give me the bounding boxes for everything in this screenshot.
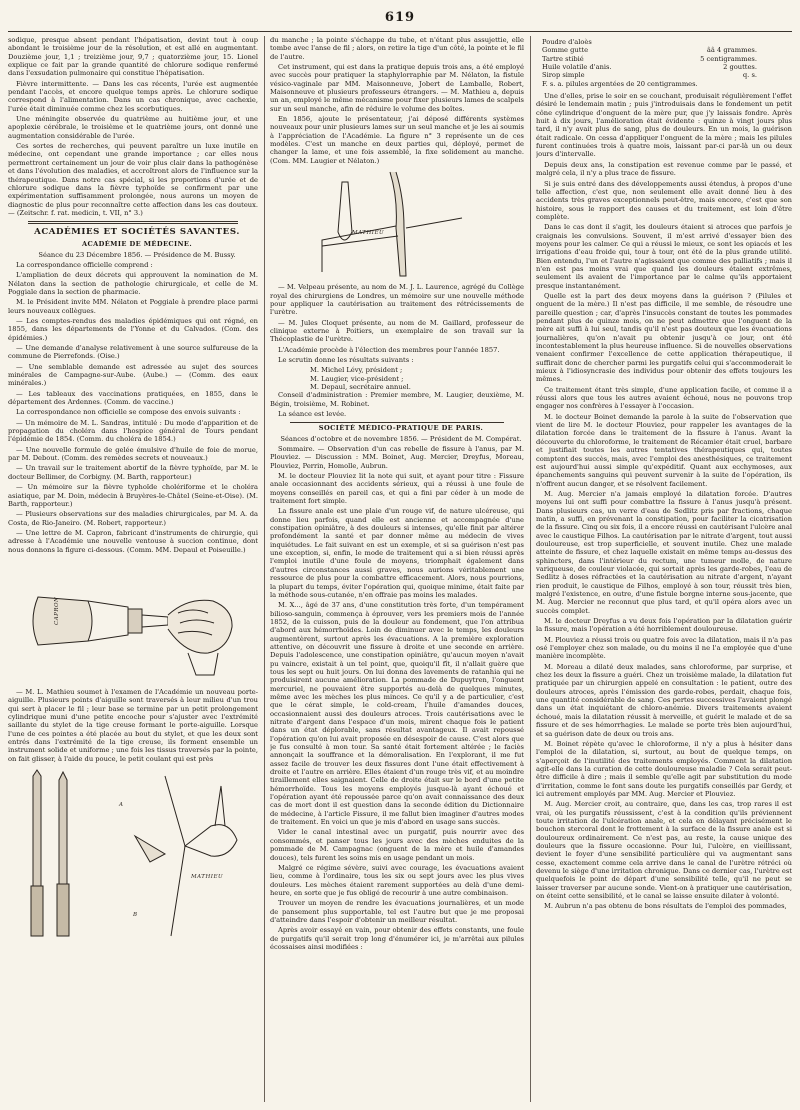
- column-1: [8, 36, 258, 1104]
- paragraph: Fièvre intermittente. — Dans les cas récents, l'urée est augmentée pendant l'accès, et encore quelque temps après. Le chlorure sodique correspond à l'alimentation. Dans un cas chronique, avec cachexie, l'urée était diminuée comme chez les scorbutiques.: [8, 79, 258, 113]
- list-item: — Une nouvelle formule de gelée émulsive d'huile de foie de morue, par M. Debout. (Comm. des remèdes secrets et nouveaux.): [8, 445, 258, 463]
- session-line: Séance du 23 Décembre 1856. — Présidence de M. Bussy.: [38, 250, 236, 259]
- list-item: M. le Président invite MM. Nélaton et Poggiale à prendre place parmi leurs nouveaux collègues.: [8, 298, 258, 315]
- section-rule: [28, 221, 238, 222]
- suction-cup-illustration: [18, 557, 248, 685]
- list-item: — Plusieurs observations sur des maladies chirurgicales, par M. A. da Costa, de Rio-Janeiro. (M. Robert, rapporteur.): [8, 510, 258, 527]
- list-item: — Une semblable demande est adressée au sujet des sources minérales de Campagne-sur-Aube. (Aube.) — (Comm. des eaux minérales.): [8, 362, 258, 388]
- paragraph: M. le docteur Dreyfus a vu deux fois l'opération par la dilatation guérir la fissure, mais l'opération a été horriblement douloureuse.: [536, 617, 792, 634]
- quantity: ââ 4 grammes.: [706, 46, 757, 55]
- paragraph: Conseil d'administration : Premier membre, M. Laugier, deuxième, M. Bégin, troisième, M. Robinet.: [270, 391, 524, 408]
- quantity: q. s.: [742, 71, 757, 80]
- list-item: — Les comptes-rendus des maladies épidémiques qui ont régné, en 1855, dans les départements de l'Yonne et du Calvados. (Com. des épidémies.): [8, 316, 258, 342]
- election-results: [270, 366, 524, 391]
- figure-label: MATHIEU: [352, 230, 385, 237]
- quantity: 2 gouttes.: [723, 63, 757, 72]
- paragraph: M. Aug. Mercier n'a jamais employé la dilatation forcée. D'autres moyens lui ont suffi pour combattre la fissure à l'anus jusqu'à présent. Dans plusieurs cas, un verre d'eau de Sedlitz pris par fractions, chaque matin, a suffi, en prévenant la constipation, pour faciliter la cicatrisation de la fissure. Cinq ou six fois, il a encore réussi en cautérisant l'ulcère anal avec le caustique Filhos. La cautérisation par le nitrate d'argent, tout aussi douloureuse, est trop superficielle, et souvent inutile. Chez une malade atteinte de fissure, et chez laquelle existait en même temps au-dessus des sphincters, dans l'intérieur du rectum, une tumeur molle, de nature variqueuse, de couleur violacée, qui sortait après les garde-robes, l'eau de Sedlitz à doses réfractées et la cautérisation au nitrate d'argent, n'ayant rien produit, le caustique de Filhos, employé à son tour, réussit très bien, malgré l'existence, en outre, d'une fistule borgne interne sous-jacente, que M. Aug. Mercier ne reconnut que plus tard, et qu'il opéra alors avec un succès complet.: [536, 489, 792, 615]
- section-rule: [28, 223, 238, 224]
- paragraph: du manche ; la pointe s'échappe du tube, et n'étant plus assujettie, elle tombe avec l'anse de fil ; alors, on retire la tige d'un côté, la pointe et le fil de l'autre.: [270, 36, 524, 61]
- paragraph: Une méningite observée du quatrième au huitième jour, et une apoplexie cérébrale, le troisième et le quatrième jours, ont donné une augmentation considérable de l'urée.: [8, 115, 258, 140]
- paragraph: — M. Jules Cloquet présente, au nom de M. Gaillard, professeur de clinique externe à Poitiers, un exemplaire de son travail sur la Thécoplastie de l'urètre.: [270, 318, 524, 344]
- figure-letter-a: A: [119, 802, 124, 808]
- ingredient: Tartre stibié: [542, 54, 584, 63]
- prescription-line: [542, 63, 757, 71]
- figure-label: CAPRON: [54, 596, 60, 625]
- paragraph: L'Académie procède à l'élection des membres pour l'année 1857.: [278, 345, 500, 354]
- paragraph: Ces sortes de recherches, qui peuvent paraître un luxe inutile en médecine, ont cependant une grande importance ; car elles nous permettront certainement un jour de voir plus clair dans la pathogénèse et dans l'évolution des maladies, et accroîtront alors de l'influence sur la thérapeutique. Dans notre cas spécial, si les proportions d'urée et de chlorure sodique dans la fièvre typhoïde se confirment par une expérimentation suffisamment prolongée, nous aurons un moyen de diagnostic de plus pour reconnaître cette affection dans les cas douteux. — (Zeitschr. f. rat. medicin, t. VII, n° 3.): [8, 142, 258, 217]
- ingredient: Poudre d'aloès: [542, 38, 592, 46]
- column-3: [536, 36, 792, 1104]
- list-item: — Un mémoire sur la fièvre typhoïde cholériforme et le choléra asiatique, par M. Doin, médecin à Bruyères-le-Châtel (Seine-et-Oise). (M. Barth, rapporteur.): [8, 483, 258, 508]
- list-item: L'ampliation de deux décrets qui approuvent la nomination de M. Nélaton dans la section de pathologie chirurgicale, et celle de M. Poggiale dans la section de pharmacie.: [8, 271, 258, 296]
- paragraph: Dans le cas dont il s'agit, les douleurs étaient si atroces que parfois je craignais les convulsions. Souvent, il m'est arrivé d'essayer bien des moyens pour les calmer. Ce qui a réussi le mieux, ce sont les opiacés et les irrigations d'eau froide qui, tour à tour, ont été de la plus grande utilité. Bien entendu, l'un et l'autre n'agissaient que comme des palliatifs ; mais il n'en est pas moins vrai que quand les douleurs étaient extrêmes, seulement ils avaient de l'importance par le calme qu'ils apportaient presque instantanément.: [536, 223, 792, 290]
- paragraph: Cet instrument, qui est dans la pratique depuis trois ans, a été employé avec succès pour pratiquer la staphylorraphie par M. Nélaton, la fistule vésico-vaginale par MM. Maisonneuve, Jobert de Lamballe, Robert, Maisonneuve et plusieurs professeurs étrangers. — M. Mathieu a, depuis un an, employé le même mécanisme pour fixer plusieurs lames de scalpels sur un seul manche, afin de réduire le volume des boîtes.: [270, 63, 524, 113]
- paragraph: Après avoir essayé en vain, pour obtenir des effets constants, une foule de purgatifs qu'il serait trop long d'énumérer ici, je m'arrêtai aux pilules écossaises ainsi modifiées :: [270, 926, 524, 951]
- society-heading: SOCIÉTÉ MÉDICO-PRATIQUE DE PARIS.: [318, 424, 484, 433]
- list-item: — Un mémoire de M. L. Sandras, intitulé : Du mode d'apparition et de propagation du choléra dans l'hospice général de Tours pendant l'épidémie de 1854. (Comm. du choléra de 1854.): [8, 418, 258, 444]
- paragraph: En 1856, ajoute le présentateur, j'ai déposé différents systèmes nouveaux pour unir plusieurs lames sur un seul manche et je les ai soumis à l'appréciation de l'Académie. La figure n° 3 représente un de ces modèles. C'est un manche en deux parties qui, déployé, permet de changer la lame, et une fois assemblé, la fixe solidement au manche. (Com. MM. Laugier et Nélaton.): [270, 115, 524, 165]
- paragraph: sodique, presque absent pendant l'hépatisation, devint tout à coup abondant le troisième jour de la résolution, et est allé en augmentant. Douzième jour, 1,1 ; treizième jour, 9,7 ; quatorzième jour, 15. Lionel explique ce fait par la grande quantité de chlorure sodique renfermé dans l'exsudation pulmonaire qui constitue l'hépatisation.: [8, 36, 258, 78]
- prescription-note: F. s. a. pilules argentées de 20 centigrammes.: [542, 79, 698, 88]
- paragraph: Ce traitement étant très simple, d'une application facile, et comme il a réussi alors que tous les autres avaient échoué, nous ne pouvons trop engager nos confrères à l'essayer à l'occasion.: [536, 385, 792, 411]
- prescription-line: [542, 71, 757, 79]
- section-title: ACADÉMIES ET SOCIÉTÉS SAVANTES.: [34, 227, 240, 238]
- paragraph: Le scrutin donne les résultats suivants :: [278, 355, 414, 364]
- list-item: — Une demande d'analyse relativement à une source sulfureuse de la commune de Pierrefonds. (Oise.): [8, 344, 258, 361]
- ingredient: Sirop simple: [542, 71, 585, 80]
- sommaire: Sommaire. — Observation d'un cas rebelle de fissure à l'anus, par M. Plouviez. — Discussion : MM. Boinet, Aug. Mercier, Dreyfus, Moreau, Plouviez, Perrin, Homolle, Aubrun.: [270, 445, 524, 470]
- paragraph: — M. L. Mathieu soumet à l'examen de l'Académie un nouveau porte-aiguille. Plusieurs points d'aiguille sont traversés à leur milieu d'un trou qui sert à placer le fil ; leur base se termine par un petit prolongement cylindrique muni d'une petite encoche pour s'ajuster avec l'extrémité saillante du stylet de la tige creuse formant le porte-aiguille. Lorsque l'une de ces pointes a été placée au bout du stylet, et que les deux sont entrés dans l'extrémité de la tige creuse, ils forment ensemble un instrument solide et uniforme ; une fois les tissus traversés par la pointe, on fait glisser, à l'aide du pouce, le petit coulant qui est près: [8, 687, 258, 763]
- paragraph: M. le docteur Boinet demande la parole à la suite de l'observation que vient de lire M. le docteur Plouviez, pour rappeler les avantages de la dilatation forcée dans le traitement de la fissure à l'anus. Avant la découverte du chloroforme, le traitement de Récamier était cruel, barbare et justifiait toutes les autres tentatives thérapeutiques qui, toutes comptent des succès, mais, avec l'emploi des anesthésiques, ce traitement est aujourd'hui aussi simple qu'expéditif. Quant aux ecchymoses, aux épanchements sanguins qui peuvent survenir à la suite de l'opération, ils n'offrent aucun danger, et se résolvent facilement.: [536, 412, 792, 488]
- paragraph: M. Aubrun n'a pas obtenu de bons résultats de l'emploi des pommades,: [544, 902, 787, 911]
- paragraph: La correspondance officielle comprend :: [16, 260, 153, 269]
- page-number: 619: [384, 10, 416, 25]
- paragraph: Vider le canal intestinal avec un purgatif, puis nourrir avec des consommés, et panser tous les jours avec des mèches enduites de la pommade de M. Campagnac (onguent de la mère et huile d'amandes douces), tels furent les soins mis en usage pendant un mois.: [270, 828, 524, 862]
- prescription: [542, 38, 792, 88]
- academy-heading: ACADÉMIE DE MÉDECINE.: [81, 240, 193, 249]
- prescription-line: [542, 55, 757, 63]
- paragraph: M. Moreau a dilaté deux malades, sans chloroforme, par surprise, et chez les deux la fissure a guéri. Chez un troisième malade, la dilatation fut pratiquée par un chirurgien appelé en consultation : le patient, outre des douleurs atroces, après l'émission des garde-robes, perdait, chaque fois, une quantité considérable de sang. Ces pertes successives l'avaient plongé dans un état inquiétant de chloro-anémie. Divers traitements avaient échoué, mais la dilatation réussit à merveille, et guérit le malade et de sa fissure et de ses hémorrhagies. Le malade se porte très bien aujourd'hui, et sa guérison date de deux ou trois ans.: [536, 662, 792, 738]
- paragraph: Une d'elles, prise le soir en se couchant, produisait régulièrement l'effet désiré le lendemain matin ; puis j'introduisais dans le fondement un petit cône cylindrique d'onguent de la mère pur, que j'y laissais fondre. Après huit à dix jours, l'amélioration était évidente : quinze à vingt jours plus tard, il n'y avait plus de sang, plus de douleurs. En un mois, la guérison était radicale. On cessa d'appliquer l'onguent de la mère ; mais les pilules furent continuées trois à quatre mois, laissant par-ci par-là un ou deux jours d'intervalle.: [536, 92, 792, 159]
- prescription-line: [542, 38, 757, 46]
- paragraph: M. le docteur Plouviez lit la note qui suit, et ayant pour titre : Fissure anale occasionnant des accidents sérieux, qui a réussi à une foule de moyens conseillés en pareil cas, et qui a fini par céder à un mode de traitement fort simple.: [270, 472, 524, 506]
- list-item: — Un travail sur le traitement abortif de la fièvre typhoïde, par M. le docteur Bellimer, de Corbigny. (M. Barth, rapporteur.): [8, 464, 258, 481]
- paragraph: M. Plouviez a réussi trois ou quatre fois avec la dilatation, mais il n'a pas osé l'employer chez son malade, ou du moins il ne l'a employée que d'une manière incomplète.: [536, 635, 792, 661]
- officer: M. Depaul, secrétaire annuel.: [310, 382, 411, 391]
- needle-holder-illustration: [15, 766, 251, 946]
- paragraph: La séance est levée.: [278, 409, 347, 418]
- officer: M. Michel Lévy, président ;: [310, 366, 403, 375]
- scalpel-handle-illustration: [282, 168, 512, 280]
- paragraph: Malgré ce régime sévère, suivi avec courage, les évacuations avaient lieu, comme à l'ordinaire, tous les six ou sept jours avec les plus vives douleurs. Les mèches étaient rarement supportées au delà d'une demi-heure, en sorte que je fus obligé de recourir à une autre combinaison.: [270, 863, 524, 897]
- paragraph: M. Boinet répète qu'avec le chloroforme, il n'y a plus à hésiter dans l'emploi de la dilatation, si, surtout, au bout de quelque temps, on s'aperçoit de l'inutilité des traitements employés. Comment la dilatation agit-elle dans la curation de cette douloureuse maladie ? Cela serait peut-être difficile à dire ; mais il semble qu'elle agit par substitution du mode d'irritation, comme le font sans doute les purgatifs conseillés par Gerdy, et ici autrement employés par MM. Aug. Mercier et Plouviez.: [536, 739, 792, 798]
- officer: M. Laugier, vice-président ;: [310, 374, 404, 383]
- prescription-line: [542, 46, 757, 54]
- header-rule: [8, 31, 792, 32]
- figure-letter-b: B: [133, 912, 138, 918]
- paragraph: — M. Velpeau présente, au nom de M. J. L. Laurence, agrégé du Collège royal des chirurgiens de Londres, un mémoire sur une nouvelle méthode pour appliquer la cautérisation au traitement des rétrécissements de l'urètre.: [270, 283, 524, 317]
- list-item: La correspondance non officielle se compose des envois suivants :: [16, 408, 241, 417]
- column-rule-2: [530, 36, 531, 1102]
- quantity: 5 centigrammes.: [700, 54, 757, 63]
- ingredient: Gomme gutte: [542, 46, 589, 55]
- list-item: — Les tableaux des vaccinations pratiquées, en 1855, dans le département des Ardennes. (Comm. de vaccine.): [8, 389, 258, 407]
- session-line: Séances d'octobre et de novembre 1856. — Président de M. Compérat.: [280, 434, 522, 443]
- paragraph: M. X..., âgé de 37 ans, d'une constitution très forte, d'un tempérament bilioso-sanguin, commença à éprouver, vers les premiers mois de l'année 1852, de la cuisson, puis de la douleur au fondement, que l'on attribua d'abord aux hémorrhoïdes. Loin de diminuer avec le temps, les douleurs augmentèrent, surtout après les évacuations. A la première exploration attentive, on découvrit une fissure à droite et une seconde en arrière. Depuis l'adolescence, une constipation opiniâtre, qu'aucun moyen n'avait pu vaincre, existait à un tel point, que, quoiqu'il fît, il n'allait guère que tous les sept ou huit jours. On lui donna des lavements de ratanhia qui ne produisirent aucune amélioration. La pommade de Dupuytren, l'onguent mercuriel, ne pouvaient être supportés au-delà de quelques minutes, même avec les mèches les plus minces. Ce qu'il y a de particulier, c'est que le cérat simple, le cold-cream, l'huile d'amandes douces, occasionnaient aussi des douleurs atroces. Trois cautérisations avec le nitrate d'argent dans l'espace d'un mois, mirent chaque fois le patient dans un état déplorable, sans résultat avantageux. Il avait repoussé l'opération qu'on lui avait proposée en désespoir de cause. C'est alors que je fus consulté à mon tour. Sa santé était fortement altérée ; le faciès annonçait la souffrance et la démoralisation. En l'explorant, il me fut assez facile de trouver les deux fissures dont l'une était effectivement à droite et l'autre en arrière. Elles étaient d'un rouge très vif, et au moindre tiraillement elles saignaient. Celle de droite était sur le bord d'une petite hémorrhoïde. Tous les moyens employés jusque-là ayant échoué et l'opération ayant été repoussée parce qu'on avait connaissance des deux cas de mort dont il est question dans la seconde édition du Dictionnaire de médecine, à l'article Fissure, il me fallut bien imaginer d'autres modes de traitement. En voici un que je mis d'abord en usage sans succès.: [270, 601, 524, 827]
- paragraph: M. Aug. Mercier croit, au contraire, que, dans les cas, trop rares il est vrai, où les purgatifs réussissent, c'est à la condition qu'ils préviennent toute irritation de l'ulcération anale, et cela en délayant précisément le bouchon stercoral dont le frottement à la surface de la fissure anale est si douloureux ordinairement. Ce n'est pas, au reste, la cause unique des douleurs que la fissure occasionne. Pour lui, l'ulcère, en vieillissant, devient le foyer d'une sensibilité particulière qui va augmentant sans cesse, exactement comme cela arrive dans le canal de l'urètre rétréci où devenu le siège d'une irritation chronique. Dans ce dernier cas, l'urètre est quelquefois le point de départ d'une sensibilité telle, qu'il ne peut se laisser traverser par aucune sonde. Vient-on à pratiquer une cautérisation, on éteint cette sensibilité, et le canal se laisse ensuite dilater à volonté.: [536, 800, 792, 901]
- figure-label: MATHIEU: [191, 874, 224, 880]
- ingredient: Huile volatile d'anis.: [542, 63, 612, 72]
- paragraph: Depuis deux ans, la constipation est revenue comme par le passé, et malgré cela, il n'y a plus trace de fissure.: [536, 160, 792, 178]
- paragraph: Quelle est la part des deux moyens dans la guérison ? (Pilules et onguent de la mère.) Il n'est pas difficile, il me semble, de résoudre une pareille question ; car, d'après l'insuccès constant de toutes les pommades pendant plus de quinze mois, on ne peut admettre que l'onguent de la mère ait suffi à lui seul, tandis qu'il n'est pas douteux que les évacuations journalières, qu'on n'avait pu obtenir jusqu'à ce jour, ont été incontestablement la plus heureuse influence. Si de nouvelles observations venaient confirmer l'excellence de cette application thérapeutique, il suffirait donc de chercher parmi les purgatifs celui qui s'accommoderait le mieux à l'idiosyncrasie des individus pour obtenir des effets toujours les mêmes.: [536, 291, 792, 384]
- column-rule-1: [264, 36, 265, 1102]
- column-2: [270, 36, 524, 1104]
- paragraph: Trouver un moyen de rendre les évacuations journalières, et un mode de pansement plus supportable, tel est l'autre but que je me proposai d'atteindre dans l'espoir d'obtenir un meilleur résultat.: [270, 899, 524, 924]
- list-item: — Une lettre de M. Capron, fabricant d'instruments de chirurgie, qui adresse à l'Académie une nouvelle ventouse à succion continue, dont nous donnons la figure ci-dessous. (Comm. MM. Depaul et Poiseuille.): [8, 528, 258, 554]
- paragraph: Si je suis entré dans des développements aussi étendus, à propos d'une telle affection, c'est que, non seulement elle avait donné lieu à des accidents très graves exceptionnels peut-être, mais encore, c'est que son histoire, sous le rapport des causes et du traitement, est loin d'être complète.: [536, 179, 792, 221]
- paragraph: La fissure anale est une plaie d'un rouge vif, de nature ulcéreuse, qui donne lieu parfois, quand elle est ancienne et accompagnée d'une constipation opiniâtre, à des douleurs si intenses, qu'elle finit par altérer profondément la santé et par donner même au médecin de vives inquiétudes. Le fait suivant en est un exemple, et si sa guérison n'est pas une exception, si, enfin, le mode de traitement qui a si bien réussi après l'emploi inutile d'une foule de moyens, triomphait également dans d'autres circonstances aussi graves, nous aurions véritablement une ressource de plus pour la combattre efficacement. Alors, nous pourrions, la plupart du temps, éviter l'opération qui, quoique minime, était faite par la méthode sous-cutanée, n'en offraie pas moins les malades.: [270, 507, 524, 599]
